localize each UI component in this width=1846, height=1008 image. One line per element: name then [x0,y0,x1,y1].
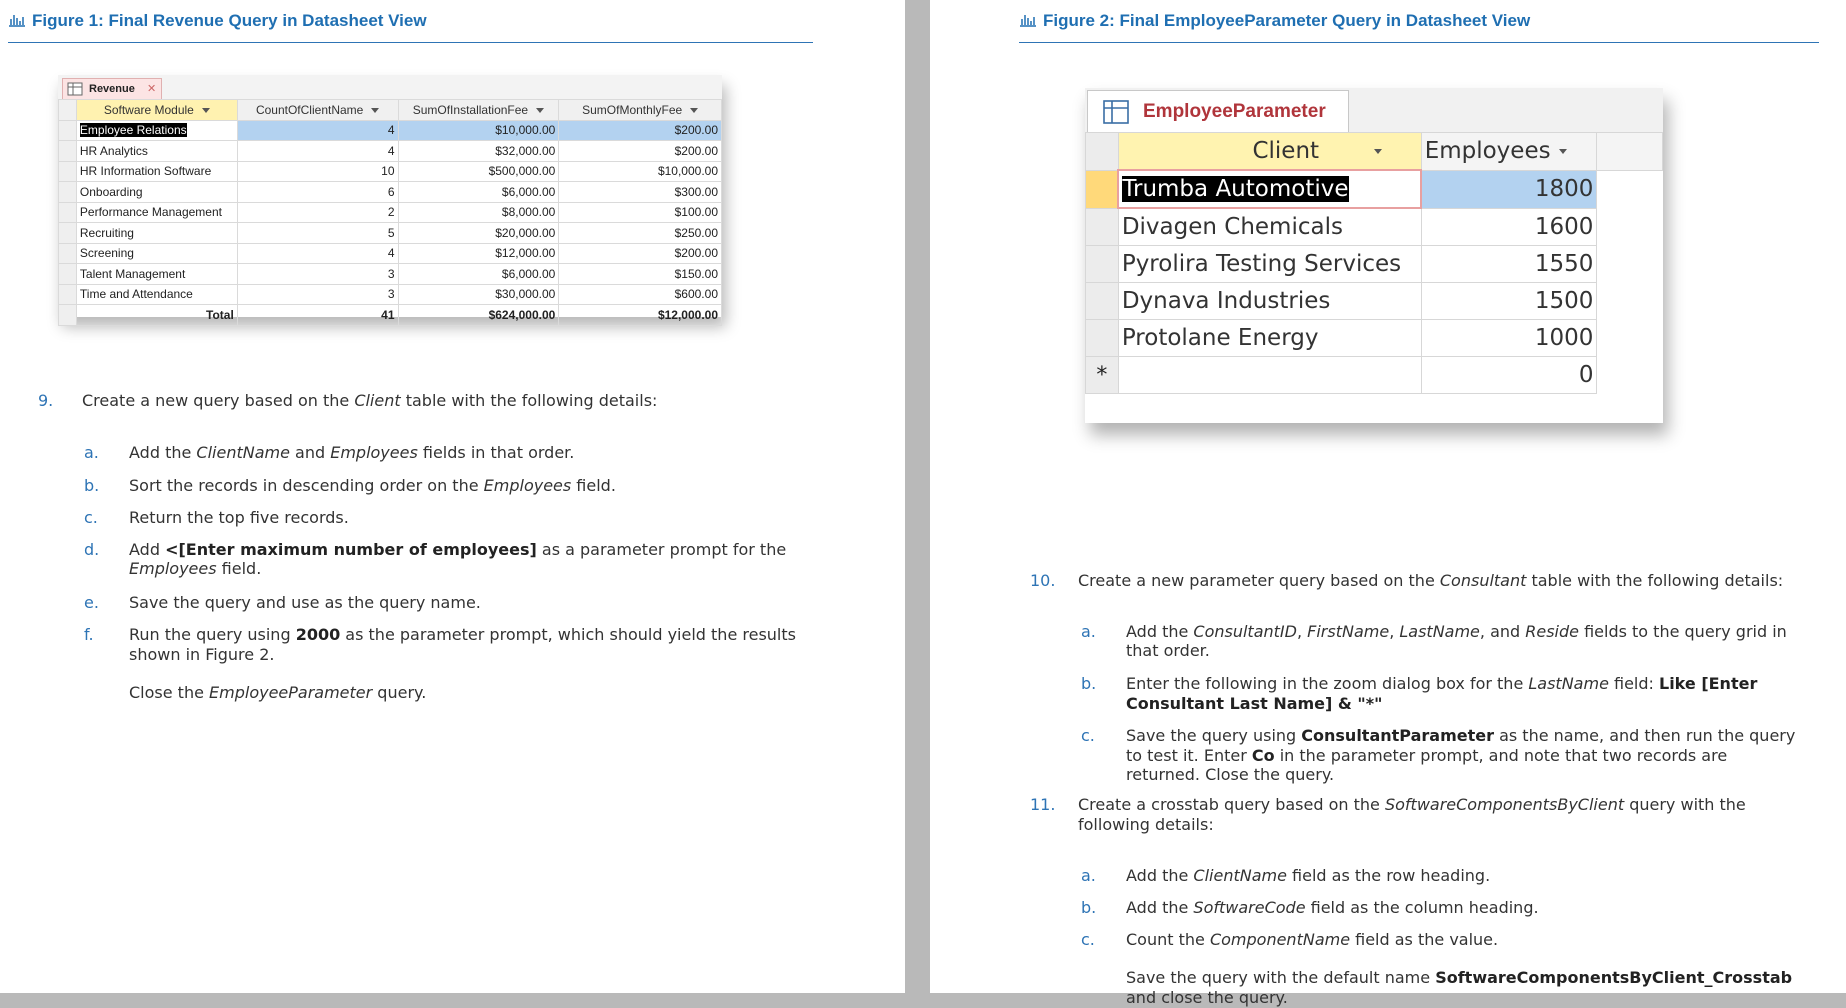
cell[interactable]: 5 [237,223,398,244]
tab-label: EmployeeParameter [1143,101,1326,122]
cell[interactable]: 4 [237,120,398,141]
step-9d: Add <[Enter maximum number of employees] as a parameter prompt for the [129,540,787,559]
step-11b: Add the SoftwareCode field as the column heading. [1126,898,1539,917]
cell[interactable]: 1500 [1421,283,1597,320]
tab-label: Revenue [89,83,135,95]
cell[interactable]: Time and Attendance [76,284,237,305]
col-header[interactable]: SumOfMonthlyFee [559,100,722,121]
cell[interactable]: 0 [1421,357,1597,394]
cell[interactable]: Onboarding [76,182,237,203]
step-9: 9. Create a new query based on the Client table with the following details: a. Add the ClientName and Employees fields in that order. b. Sort the records in descending order on the Employees field. c. Return the top five records. d. Add <[Enter maximum number of employees] as a parameter prompt for the Employees field. e. Save the query and use as the query name. f. Run the query using 2000 as the parameter prompt, which should yield the results shown in Figure 2. Close the EmployeeParameter query. [38,391,796,702]
step-10a-line2: that order. [1126,641,1210,660]
cell[interactable]: Protolane Energy [1118,320,1421,357]
save-line2: and close the query. [1126,988,1288,1007]
step-9c: Return the top five records. [129,508,349,527]
step-10-text: Create a new parameter query based on the Consultant table with the following details: [1078,571,1784,590]
cell[interactable]: $600.00 [559,284,722,305]
cell[interactable]: 1000 [1421,320,1597,357]
cell[interactable]: 4 [237,141,398,162]
step-11a: Add the ClientName field as the row heading. [1126,866,1491,885]
cell[interactable]: Screening [76,243,237,264]
step-9f: Run the query using 2000 as the parameter prompt, which should yield the results [129,625,796,644]
cell[interactable]: $100.00 [559,202,722,223]
step-11-text: Create a crosstab query based on the SoftwareComponentsByClient query with the [1078,795,1746,814]
figure1-caption: Figure 1: Final Revenue Query in Datasheet View [8,11,427,31]
cell[interactable]: 1550 [1421,246,1597,283]
step-10b: Enter the following in the zoom dialog box for the LastName field: Like [Enter [1126,674,1758,693]
col-header[interactable]: Employees [1421,133,1597,171]
cell[interactable]: $8,000.00 [398,202,559,223]
cell[interactable]: Dynava Industries [1118,283,1421,320]
cell[interactable]: $200.00 [559,120,722,141]
cell[interactable]: Performance Management [76,202,237,223]
cell[interactable]: 10 [237,161,398,182]
save-line: Save the query with the default name SoftwareComponentsByClient_Crosstab [1126,968,1793,987]
cell[interactable]: $300.00 [559,182,722,203]
step-9a: Add the ClientName and Employees fields in that order. [129,443,575,462]
col-header[interactable]: Client [1118,133,1421,171]
cell[interactable]: $500,000.00 [398,161,559,182]
new-record-icon[interactable]: * [1086,357,1119,394]
close-icon[interactable]: ✕ [147,83,157,95]
cell[interactable]: $10,000.00 [398,120,559,141]
cell[interactable]: 3 [237,264,398,285]
figure2-caption: Figure 2: Final EmployeeParameter Query in Datasheet View [1019,11,1530,31]
total-label: Total [76,305,237,326]
cell[interactable]: $6,000.00 [398,264,559,285]
step-10b-line2: Consultant Last Name] & "*" [1126,694,1383,713]
cell[interactable]: Talent Management [76,264,237,285]
cell[interactable]: 3 [237,284,398,305]
cell[interactable]: $12,000.00 [398,243,559,264]
step-10c-line2: to test it. Enter Co in the parameter prompt, and note that two records are [1126,746,1728,765]
cell[interactable]: Pyrolira Testing Services [1118,246,1421,283]
col-header[interactable]: CountOfClientName [237,100,398,121]
left-page [0,0,905,993]
cell[interactable]: $150.00 [559,264,722,285]
step-9d-line2: Employees field. [129,559,262,578]
col-header[interactable]: SumOfInstallationFee [398,100,559,121]
step-9e: Save the query and use as the query name. [129,593,481,612]
cell[interactable]: HR Analytics [76,141,237,162]
cell[interactable]: $30,000.00 [398,284,559,305]
cell[interactable]: $20,000.00 [398,223,559,244]
total-cell: $12,000.00 [559,305,722,326]
cell[interactable]: Recruiting [76,223,237,244]
cell[interactable]: Divagen Chemicals [1118,208,1421,246]
cell[interactable]: HR Information Software [76,161,237,182]
cell[interactable]: $32,000.00 [398,141,559,162]
step-10a: Add the ConsultantID, FirstName, LastName, and Reside fields to the query grid in [1126,622,1787,641]
cell[interactable]: $200.00 [559,141,722,162]
steps-10-11: 10. Create a new parameter query based on the Consultant table with the following details: a. Add the ConsultantID, FirstName, LastName, and Reside fields to the query grid in that order. b. Enter the following in the zoom dialog box for the LastName field: Like [Enter Consultant Last Name] & "*" c. Save the query using ConsultantParameter as the name, and then run the query to test it. Enter Co in the parameter prompt, and note that two records are returned. Close the query. 11. Create a crosstab query based on the SoftwareComponentsByClient query with the following details: a. Add the ClientName field as the row heading. b. Add the SoftwareCode field as the column heading. c. Count the ComponentName field as the value. Save the query with the default name SoftwareComponentsByClient_Crosstab and close the query. [1030,571,1796,1007]
step-10c-line3: returned. Close the query. [1126,765,1335,784]
cell[interactable]: 2 [237,202,398,223]
cell[interactable]: Employee Relations [76,120,237,141]
step-11c: Count the ComponentName field as the value. [1126,930,1499,949]
cell[interactable]: 6 [237,182,398,203]
cell[interactable]: $200.00 [559,243,722,264]
cell[interactable]: 1800 [1421,170,1597,208]
right-page [930,0,1846,1007]
step-10c: Save the query using ConsultantParameter as the name, and then run the query [1126,726,1796,745]
cell[interactable]: 4 [237,243,398,264]
cell[interactable]: $250.00 [559,223,722,244]
step-11-line2: following details: [1078,815,1214,834]
step-9-text: Create a new query based on the Client table with the following details: [82,391,658,410]
cell[interactable]: Trumba Automotive [1118,170,1421,208]
cell[interactable]: $6,000.00 [398,182,559,203]
total-cell: 41 [237,305,398,326]
col-header[interactable]: Software Module [76,100,237,121]
step-9b: Sort the records in descending order on the Employees field. [129,476,616,495]
step-9f-line2: shown in Figure 2. [129,645,275,664]
total-cell: $624,000.00 [398,305,559,326]
cell[interactable]: $10,000.00 [559,161,722,182]
close-line: Close the EmployeeParameter query. [129,683,427,702]
cell[interactable]: 1600 [1421,208,1597,246]
